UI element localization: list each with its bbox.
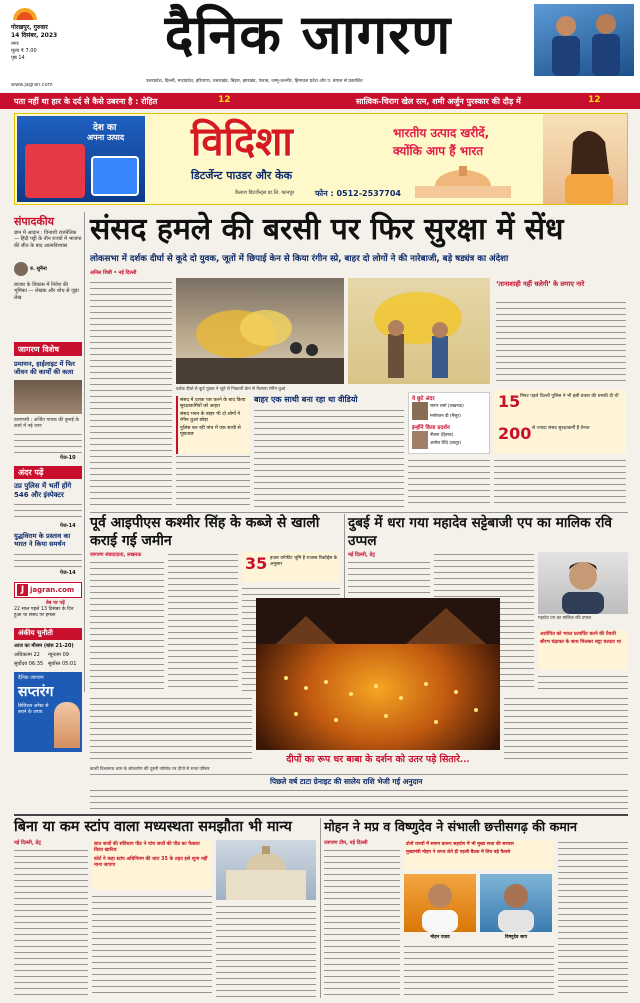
vishesh-photo [14, 380, 82, 414]
story6-col2 [404, 944, 554, 998]
accused-4: अमोल शिंदे (लातूर) [430, 441, 462, 446]
story5-bullets [92, 840, 212, 890]
ravi-uppal-caption: महादेव एप का मालिक रवि उप्पल [538, 616, 592, 621]
andar2-body [14, 552, 82, 568]
ticker-left[interactable]: पता नहीं था हार के दर्द से कैसे उबरना है : रोहित [14, 97, 158, 106]
stat2-text: से ज्यादा संसद सुरक्षाकर्मी हैं तैनात [532, 426, 590, 431]
andar-tag: अंदर पढ़ें [14, 466, 82, 479]
quote-head: ‘तानाशाही नहीं चलेगी’ के लगाए नारे [496, 280, 585, 288]
weather-max: अधिकतम 22 [14, 652, 40, 658]
story5-col1 [14, 848, 88, 998]
accused-box [408, 392, 490, 454]
story4-body [90, 788, 628, 810]
edition-price: मूल्य ₹ 7.00 [11, 48, 37, 54]
lead-photo-caption: दर्शक दीर्घा से कूदे युवक ने जूते से निकाली केन से फैलाया रंगीन धुआं [176, 387, 286, 392]
story2-col1 [90, 560, 164, 692]
story6-bullets [404, 840, 554, 870]
accused-photo-1 [412, 402, 428, 420]
saptarang-title: सप्तरंग [18, 684, 54, 700]
ad-slogan2: क्योंकि आप हैं भारत [393, 144, 484, 158]
parliament-icon [415, 164, 511, 198]
lead-bullet-3: पुलिस कर रही पांच में एक साथी से पूछताछ [180, 426, 241, 437]
editorial-text2[interactable]: बाजार के विकास में निवेश की भूमिका — लेखक और शोध से जुड़ा लेख [14, 282, 79, 301]
story4-rule [90, 774, 628, 775]
editions-line: उत्तरप्रदेश, दिल्ली, मध्यप्रदेश, हरियाणा, उत्तराखंड, बिहार, झारखंड, पंजाब, जम्मू-कश्मीर, हिमाचल प्रदेश और प. बंगाल से प्रकाशित [146, 79, 363, 84]
andar1-head[interactable]: उप्र पुलिस में भर्ती होंगे 546 और इंस्पेक्टर [14, 482, 72, 499]
author-name: रु. सुनैना [30, 266, 47, 272]
photo-story-small-caption: काशी विश्वनाथ धाम के लोकार्पण की दूसरी वर्षगांठ पर दीपों से सजा परिसर [90, 767, 210, 772]
story3-bullet-2: सौरभ चंद्राकर के साथ मिलकर सट्टा चलाता था [540, 640, 621, 645]
story6-col1 [324, 848, 400, 998]
story2-factbox [242, 552, 340, 582]
weather-min: न्यूनतम 09 [48, 652, 69, 658]
story5-col3 [216, 904, 316, 998]
saptarang-box[interactable] [14, 672, 82, 752]
story4-headline[interactable]: पिछले वर्ष टाटा ग्रेनाइट की सालेय राशि भेजी गई अनुदान [270, 777, 423, 786]
story2-cont [90, 696, 252, 762]
quote-body [496, 300, 626, 384]
detergent-pack-icon [25, 144, 85, 198]
editorial-text[interactable]: ज्ञान में आदान : विनाशी राजनैतिक — हिंदी पट्टी के तीन राज्यों में भाजपा की जीत के बाद आत्मविश्वास [14, 230, 82, 249]
accused-photo-2 [412, 431, 428, 449]
andar2-head[interactable]: युद्धविराम के प्रस्ताव का भारत ने किया समर्थन [14, 532, 71, 548]
story2-fact-text: हजार वर्गफीट भूमि है राजस्व रिकॉर्ड्स के अनुसार [270, 556, 338, 567]
web-j-icon: J [17, 584, 28, 596]
ad-model-photo [543, 114, 628, 205]
saptarang-brand: दैनिक जागरण [18, 675, 44, 681]
edition-date: 14 दिसंबर, 2023 [11, 32, 58, 39]
story6-bullet-1: दोनों राज्यों में समान प्रारूप सहयोग में भी मुख्य सत्ता की सरकार [406, 842, 514, 847]
ad-product: डिटर्जेन्ट पाउडर और केक [191, 169, 293, 182]
vishesh-page: पेज-10 [60, 455, 76, 461]
lead-col4 [408, 458, 490, 508]
ad-tag2: अपना उत्पाद [87, 133, 125, 142]
lead-bullet-1: संसद में दशक पार करने के बाद किया सुरक्षाकर्मियों को आहत [180, 398, 246, 409]
advertisement[interactable] [14, 113, 628, 205]
diyas-photo [256, 598, 500, 750]
story2-fact-number: 35 [245, 554, 268, 573]
saptarang-photo [54, 702, 80, 748]
lead-byline: अनिल शिबी • नई दिल्ली [90, 270, 137, 276]
lead-boxhead[interactable]: बाहर एक साथी बना रहा था वीडियो [254, 395, 358, 404]
ad-slogan1: भारतीय उत्पाद खरीदें, [393, 126, 490, 140]
stat-box [494, 390, 626, 454]
stat1-number: 15 [498, 392, 521, 411]
vishesh-text: वाराणसी : अर्जित गायक की बुनाई के कार्य में नई जान [14, 418, 80, 429]
edition-pages: पृष्ठ 14 [11, 55, 25, 61]
mohan-yadav-photo [404, 874, 476, 932]
mohan-caption: मोहन यादव [430, 935, 450, 940]
lead-col3 [254, 408, 404, 508]
story3-bullet-1: आरोपित को भारत प्रत्यर्पित करने की तैयारी [540, 632, 616, 637]
vishesh-tag: जागरण विशेष [14, 342, 82, 356]
lead-photo-protest [348, 278, 490, 384]
bottom-rule [14, 814, 628, 816]
weather-head: आज का मौसम (बांस 21-20) [14, 643, 74, 649]
accused-2: मनोरंजन डी (मैसूर) [430, 414, 461, 419]
story5-headline[interactable]: बिना या कम स्टांप वाला मध्यस्थता समझौता भी मान्य [14, 818, 292, 835]
story3-cont [504, 696, 628, 762]
photo-story-caption[interactable]: दीपों का रूप धर बाबा के दर्शन को उतर पड़े सितारे... [286, 754, 470, 765]
stat1-text: मिनट पहले दिल्ली पुलिस ने भी इसी प्रकार की धमकी दी थी [520, 394, 619, 399]
cricketer-photo [534, 4, 634, 76]
saptarang-text: डिजिटल अरेस्ट से बचने के उपाय [18, 704, 49, 715]
sunrise: सूर्योदय 06:35 [14, 661, 44, 667]
ravi-uppal-photo [538, 552, 628, 614]
editorial-head: संपादकीय [14, 215, 55, 228]
story5-bullet-1: सात जजों की संविधान पीठ ने पांच जजों की पीठ का फैसला किया खारिज [94, 842, 200, 853]
story3-col3 [538, 674, 628, 692]
story2-headline[interactable]: पूर्व आइपीएस कश्मीर सिंह के कब्जे से खाली कराई गई जमीन [90, 515, 320, 549]
andar1-page: पेज-14 [60, 523, 76, 529]
story6-col3 [558, 840, 628, 998]
jagran-web-logo[interactable] [14, 582, 82, 598]
masthead [0, 0, 640, 92]
accused-1: सागर शर्मा (लखनऊ) [430, 404, 464, 409]
story2-col2 [168, 552, 238, 692]
vishesh-head[interactable]: प्रमाणन, हाईलाइट में फिर जीवन की कार्यों की कला [14, 360, 75, 376]
accused-out-label: इन्होंने किया प्रदर्शन [412, 425, 450, 431]
lead-bullets-box [176, 396, 250, 454]
web-label: वेब पर पढ़ें [46, 601, 65, 606]
ticker-right-page: 12 [588, 95, 601, 105]
ad-phone: फोन : 0512-2537704 [315, 189, 402, 198]
story6-divider [320, 818, 321, 998]
story6-dateline: जागरण टीम, नई दिल्ली [324, 840, 368, 846]
lead-bullet-2: संसद भवन के बाहर भी दो लोगों ने रंगीन धुआं छोड़ा [180, 412, 241, 423]
sidebar-divider [84, 212, 85, 692]
stat2-number: 200 [498, 424, 532, 443]
ad-brand: विदिशा [191, 118, 293, 165]
supreme-court-photo [216, 840, 316, 900]
story6-headline[interactable]: मोहन ने मप्र व विष्णुदेव ने संभाली छत्तीसगढ़ की कमान [324, 819, 578, 834]
vishesh-body [14, 432, 82, 454]
website-url[interactable]: www.jagran.com [11, 82, 53, 88]
lead-bottom-rule [90, 512, 628, 513]
ticker-left-page: 12 [218, 95, 231, 105]
story6-bullet-2: मुख्यमंत्री मोहन ने शपथ लेते ही पहली बैठक में लिए बड़े फैसले [406, 849, 511, 855]
andar1-body [14, 502, 82, 522]
newspaper-title: दैनिक जागरण [164, 2, 452, 66]
web-text[interactable]: 22 साल पहले 13 दिसंबर के दिन हुआ था संसद पर हमला [14, 607, 74, 618]
ad-tag1: देश का [93, 123, 117, 133]
sun-logo-icon [12, 5, 38, 21]
vishnudev-caption: विष्णुदेव साय [504, 935, 528, 940]
detergent-cake-icon [91, 156, 139, 196]
author-avatar [14, 262, 28, 276]
sunset: सूर्यास्त 05:01 [48, 661, 77, 667]
story2-dateline: जागरण संवाददाता, लखनऊ [90, 552, 142, 558]
lead-col1 [90, 280, 172, 508]
lead-col5 [494, 458, 626, 508]
story5-col2 [92, 894, 212, 998]
lead-photo-smoke [176, 278, 344, 384]
story5-dateline: नई दिल्ली, प्रेट्र [14, 840, 41, 846]
lead-headline[interactable]: संसद हमले की बरसी पर फिर सुरक्षा में सेंध [90, 212, 564, 247]
edition-city: गोरखपुर, गुरुवार [11, 24, 48, 31]
andar2-page: पेज-14 [60, 570, 76, 576]
accused-label: ये छूटे अंदर [412, 396, 435, 402]
edition-name: नगर [11, 41, 19, 47]
story3-dateline: नई दिल्ली, प्रेट्र [348, 552, 375, 558]
story3-headline[interactable]: दुबई में धरा गया महादेव सट्टेबाजी एप का मालिक रवि उप्पल [348, 515, 612, 549]
accused-3: नीलम (हिसार) [430, 433, 454, 438]
ank-tag: अंकीय चुनौती [14, 628, 82, 640]
story3-bullets [538, 630, 628, 670]
vishnudev-photo [480, 874, 552, 932]
jagran-web-name: jagran.com [30, 586, 75, 594]
ticker-right[interactable]: सात्विक-चिराग खेल रत्न, शमी अर्जुन पुरस्कार की दौड़ में [356, 97, 521, 106]
ad-maker: कैलाश डिटर्जेन्ट्स प्रा.लि. कानपुर [235, 190, 295, 196]
lead-subhead: लोकसभा में दर्शक दीर्घा से कूदे दो युवक, जूतों में छिपाई केन से किया रंगीन स्प्रे, बाहर दो लोगों ने की नारेबाजी, बड़े षड्यंत्र का अंदेशा [90, 254, 509, 264]
story5-bullet-2: कोर्ट ने कहा स्टांप अधिनियम की धारा 35 के तहत इसे शून्य नहीं माना जाएगा [94, 857, 208, 868]
